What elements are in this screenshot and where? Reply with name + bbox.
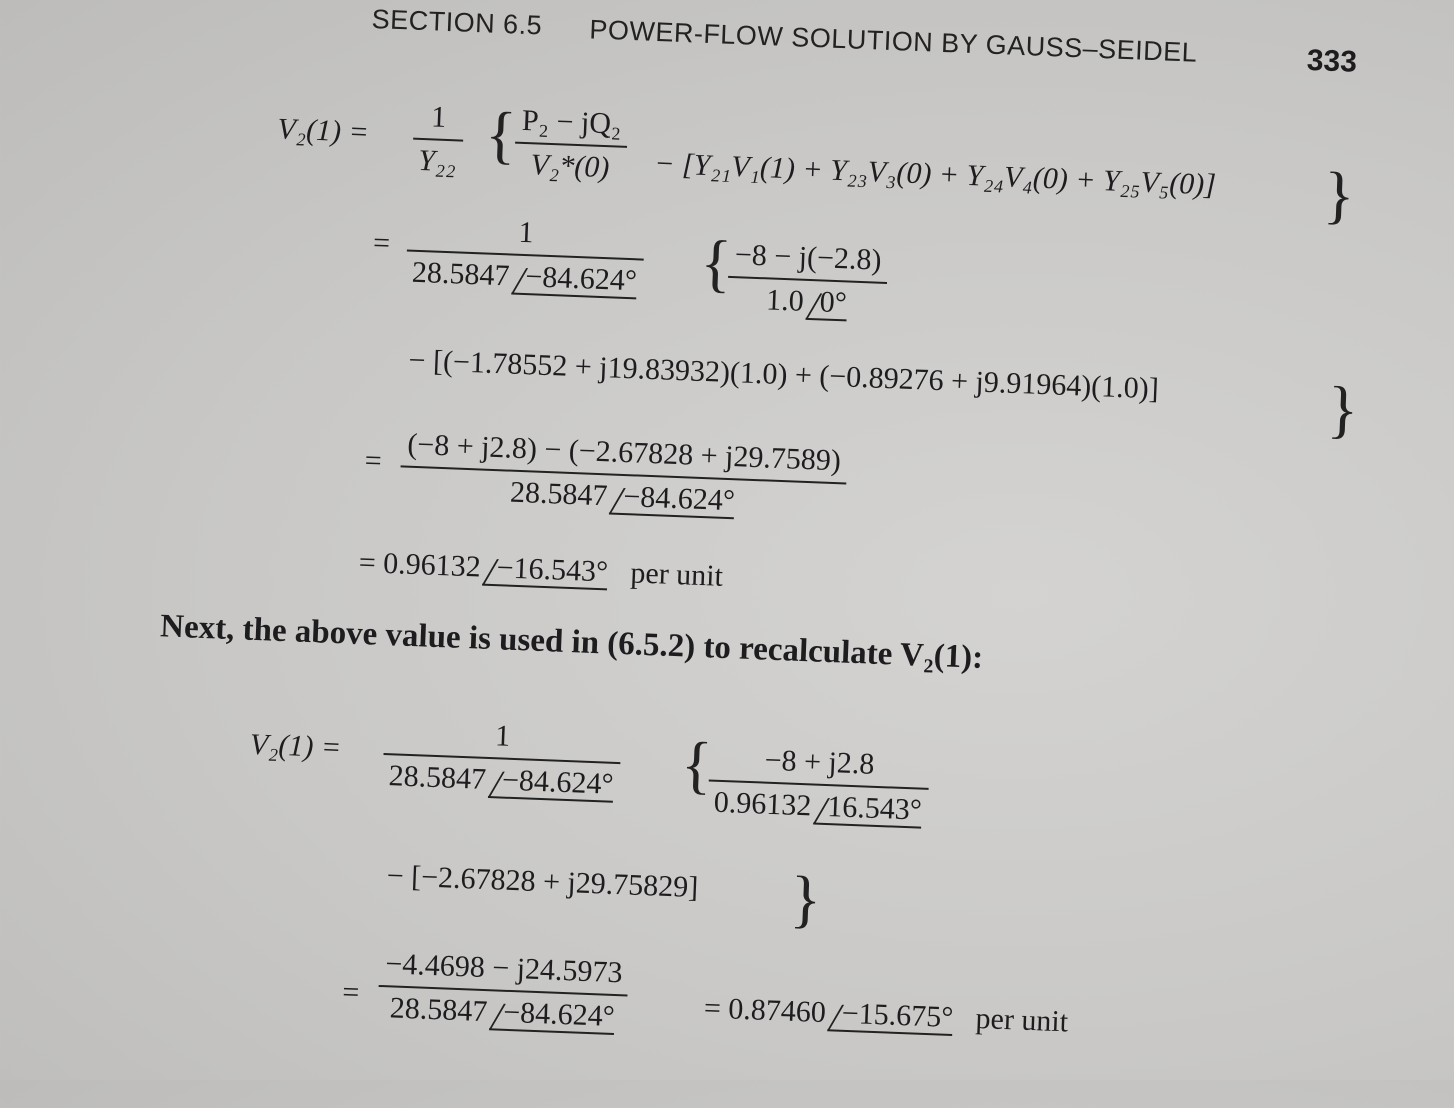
- section-number: SECTION 6.5: [371, 3, 543, 41]
- eq1-coef-denominator: Y₂₂: [417, 143, 457, 179]
- body-paragraph: Next, the above value is used in (6.5.2) to recalculate V₂(1):: [159, 608, 984, 676]
- eq2-final-denominator: [377, 987, 627, 1035]
- eq2-final-den-magnitude: 28.5847: [389, 991, 488, 1029]
- eq1-step1-frac-magnitude: 1.0: [765, 283, 805, 318]
- eq1-admittance-sum: − [Y₂₁V₁(1) + Y₂₃V₃(0) + Y₂₄V₄(0) + Y₂₅V₅(0)]: [653, 146, 1217, 202]
- eq2-line2: − [−2.67828 + j29.75829]: [386, 859, 699, 905]
- eq2-frac-den-angle: 16.543°: [813, 790, 923, 829]
- eq1-step2-numerator: (−8 + j2.8) − (−2.67828 + j29.7589): [401, 427, 848, 484]
- eq1-power-denominator: V₂*(0): [530, 148, 610, 185]
- eq1-step1-fraction: [727, 238, 888, 322]
- eq2-frac-den-magnitude: 0.96132: [713, 785, 812, 823]
- eq1-close-brace: }: [1322, 158, 1356, 231]
- eq2-fraction-denominator: [707, 781, 928, 827]
- eq1-step1-numerator: −8 − j(−2.8): [728, 238, 888, 284]
- eq1-result-magnitude: 0.96132: [382, 546, 482, 584]
- eq2-close-brace: }: [788, 862, 823, 935]
- eq1-step1-denominator: [727, 278, 887, 322]
- eq1-power-fraction: [514, 104, 628, 186]
- eq2-result-magnitude: 0.87460: [727, 992, 827, 1030]
- eq1-step1-open-brace: {: [699, 226, 733, 299]
- eq1-coef-numerator: 1: [413, 100, 464, 142]
- eq2-coef-den-angle: −84.624°: [487, 763, 614, 803]
- eq1-open-brace: {: [484, 98, 518, 171]
- eq1-step2-den-magnitude: 28.5847: [509, 475, 609, 513]
- eq1-step2-fraction: [399, 427, 847, 522]
- eq1-step1-line2: − [(−1.78552 + j19.83932)(1.0) + (−0.89276 + j9.91964)(1.0)]: [408, 343, 1160, 406]
- eq2-coef-den-magnitude: 28.5847: [388, 759, 487, 796]
- eq1-coefficient: [412, 100, 465, 180]
- eq1-step1-coef-denominator: [405, 251, 643, 298]
- eq1-step2-equals: =: [364, 444, 383, 478]
- eq2-coef-numerator: 1: [383, 715, 621, 764]
- eq1-result-angle: −16.543°: [482, 551, 609, 591]
- eq1-lhs: V₂(1) =: [276, 112, 370, 149]
- section-title: POWER-FLOW SOLUTION BY GAUSS–SEIDEL: [588, 14, 1198, 68]
- eq1-step1-close-brace: }: [1326, 372, 1360, 446]
- eq1-step1-equals: =: [372, 226, 391, 260]
- eq2-open-brace: {: [680, 728, 714, 801]
- eq1-power-numerator: P₂ − jQ₂: [515, 104, 628, 148]
- eq2-final-numerator: −4.4698 − j24.5973: [379, 947, 630, 997]
- eq1-result-unit: per unit: [629, 556, 724, 593]
- eq1-step1-coefficient: [405, 212, 645, 299]
- eq2-lhs: V₂(1) =: [249, 727, 342, 765]
- eq2-final-equals: =: [341, 975, 360, 1010]
- eq1-step1-coef-numerator: 1: [407, 212, 645, 261]
- eq2-fraction-numerator: −8 + j2.8: [709, 742, 930, 790]
- eq2-result-unit: per unit: [975, 1001, 1069, 1039]
- eq1-result: = 0.96132 −16.543° per unit: [358, 545, 724, 593]
- eq2-coefficient: [382, 715, 622, 802]
- eq1-step2-den-angle: −84.624°: [609, 479, 736, 519]
- eq2-coef-denominator: [382, 755, 620, 802]
- eq1-step1-den-magnitude: 28.5847: [411, 255, 511, 293]
- eq2-result-angle: −15.675°: [827, 996, 954, 1036]
- eq2-final-den-angle: −84.624°: [489, 995, 616, 1035]
- eq1-step1-den-angle: −84.624°: [511, 260, 638, 300]
- eq1-step1-frac-angle: 0°: [805, 285, 847, 322]
- eq2-fraction: [707, 742, 930, 828]
- eq2-final-fraction: [377, 947, 629, 1035]
- page-number: 333: [1306, 43, 1358, 79]
- eq2-result: = 0.87460 −15.675° per unit: [703, 991, 1069, 1039]
